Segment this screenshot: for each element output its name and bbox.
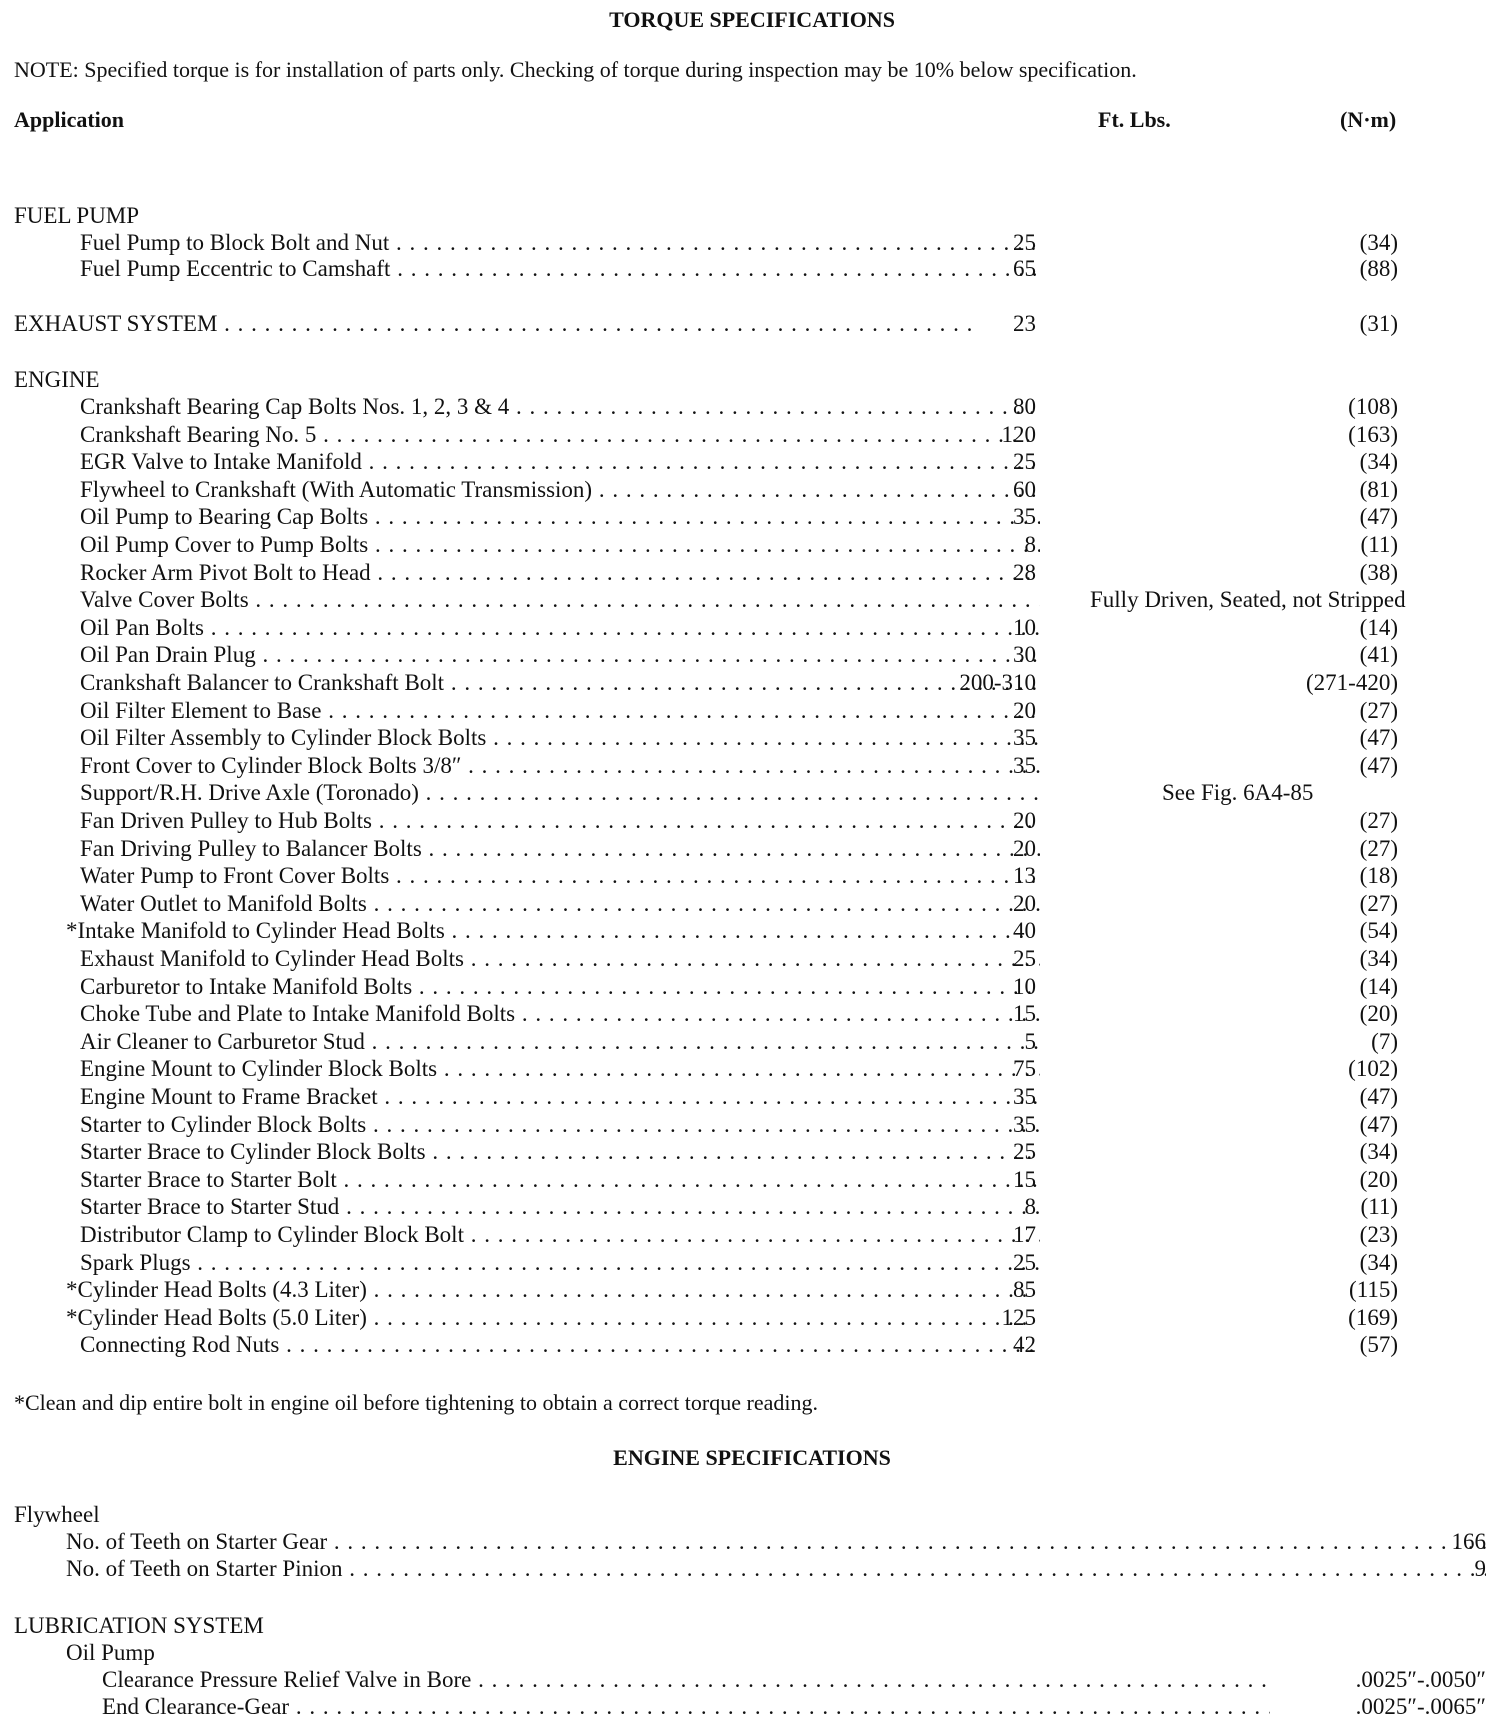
row-nm: (20): [1359, 1001, 1398, 1027]
row-label: EGR Valve to Intake Manifold . . .: [80, 448, 1040, 475]
table-row: [0, 835, 1504, 862]
torque-title: TORQUE SPECIFICATIONS: [609, 7, 895, 32]
table-row: [0, 503, 1504, 530]
spec-value: 9: [1474, 1556, 1486, 1581]
subsection-oil-pump: Oil Pump: [66, 1640, 155, 1665]
row-nm: (34): [1359, 1249, 1398, 1275]
row-nm: (57): [1359, 1332, 1398, 1358]
table-row: [0, 393, 1504, 420]
row-nm: (47): [1359, 752, 1398, 778]
row-ft-lbs: 20: [1013, 697, 1036, 723]
row-ft-lbs: 65: [1013, 256, 1036, 281]
row-ft-lbs: 13: [1013, 863, 1036, 889]
row-label: Oil Pump to Bearing Cap Bolts . . .: [80, 503, 1040, 530]
row-label: Distributor Clamp to Cylinder Block Bolt . . .: [80, 1221, 1040, 1248]
row-nm: (102): [1348, 1056, 1398, 1082]
row-ft-lbs: 17: [1013, 1222, 1036, 1247]
row-nm: (271-420): [1306, 670, 1398, 695]
table-row: [0, 448, 1504, 475]
row-note-value: Fully Driven, Seated, not Stripped: [1090, 587, 1406, 613]
row-label: Choke Tube and Plate to Intake Manifold Bolts . . .: [80, 1000, 1040, 1027]
row-nm: (27): [1359, 890, 1398, 916]
row-label: Water Pump to Front Cover Bolts . . .: [80, 862, 1040, 889]
row-label: Oil Pump Cover to Pump Bolts . . .: [80, 531, 1040, 558]
row-label: EXHAUST SYSTEM . . .: [14, 310, 974, 337]
row-ft-lbs: 25: [1013, 449, 1036, 475]
row-nm: (47): [1359, 504, 1398, 530]
row-nm: (23): [1359, 1222, 1398, 1247]
table-row: [0, 1111, 1504, 1138]
row-label: Connecting Rod Nuts . . .: [80, 1331, 1040, 1358]
torque-note: NOTE: Specified torque is for installation of parts only. Checking of torque during inspection may be 10% below specification.: [14, 57, 1137, 82]
table-row: [0, 641, 1504, 668]
row-ft-lbs: 35: [1013, 504, 1036, 530]
table-row: [0, 890, 1504, 917]
row-ft-lbs: 120: [1001, 421, 1036, 447]
table-row: [0, 1055, 1504, 1082]
spec-row: [0, 1528, 1504, 1555]
table-row: [0, 586, 1504, 613]
row-label: Water Outlet to Manifold Bolts . . .: [80, 890, 1040, 917]
spec-row: [0, 1555, 1504, 1582]
row-label: Fan Driven Pulley to Hub Bolts . . .: [80, 807, 1040, 834]
row-nm: (27): [1359, 697, 1398, 723]
table-row: [0, 1193, 1504, 1220]
row-label: *Intake Manifold to Cylinder Head Bolts . . .: [66, 917, 1026, 944]
row-label: *Cylinder Head Bolts (4.3 Liter) . . .: [66, 1276, 1026, 1303]
row-ft-lbs: 5: [1024, 1028, 1036, 1054]
row-label: Starter Brace to Cylinder Block Bolts . . .: [80, 1138, 1040, 1165]
row-ft-lbs: 8: [1024, 532, 1036, 557]
table-row: [0, 1138, 1504, 1165]
section-lubrication-system: LUBRICATION SYSTEM: [14, 1613, 264, 1638]
row-ft-lbs: 15: [1013, 1166, 1036, 1192]
row-ft-lbs: 10: [1013, 614, 1036, 640]
table-row: [0, 1249, 1504, 1276]
spec-label: No. of Teeth on Starter Gear . . .: [66, 1528, 1486, 1555]
row-exhaust-system: [0, 310, 1504, 337]
column-header-application: Application: [14, 107, 125, 132]
row-ft-lbs: 25: [1013, 946, 1036, 971]
row-nm: (27): [1359, 835, 1398, 861]
row-nm: (41): [1359, 642, 1398, 668]
row-ft-lbs: 10: [1013, 973, 1036, 999]
table-row: [0, 1304, 1504, 1331]
row-ft-lbs: 30: [1013, 642, 1036, 668]
row-ft-lbs: 8: [1024, 1194, 1036, 1220]
torque-footnote: *Clean and dip entire bolt in engine oil before tightening to obtain a correct torque reading.: [14, 1390, 818, 1415]
row-ft-lbs: 60: [1013, 476, 1036, 502]
row-nm: (34): [1359, 946, 1398, 971]
row-label: Fan Driving Pulley to Balancer Bolts . . .: [80, 835, 1040, 862]
table-row: [0, 1166, 1504, 1193]
row-nm: (163): [1348, 421, 1398, 447]
row-nm: (88): [1359, 256, 1398, 281]
row-ft-lbs: 85: [1013, 1277, 1036, 1303]
spec-label: No. of Teeth on Starter Pinion . . .: [66, 1555, 1486, 1582]
row-ft-lbs: 80: [1013, 394, 1036, 419]
row-ft-lbs: 35: [1013, 1111, 1036, 1137]
row-nm: (47): [1359, 1084, 1398, 1109]
row-label: Spark Plugs . . .: [80, 1249, 1040, 1276]
row-ft-lbs: 20: [1013, 890, 1036, 916]
row-nm: (27): [1359, 808, 1398, 833]
row-nm: (54): [1359, 918, 1398, 944]
table-row: [0, 1331, 1504, 1358]
row-nm: (81): [1359, 476, 1398, 502]
row-nm: (34): [1359, 449, 1398, 475]
row-label: Engine Mount to Frame Bracket . . .: [80, 1083, 1040, 1110]
table-row: [0, 229, 1504, 256]
row-label: Fuel Pump Eccentric to Camshaft . . .: [80, 255, 1040, 282]
row-ft-lbs: 75: [1013, 1056, 1036, 1082]
table-row: [0, 421, 1504, 448]
row-nm: (7): [1371, 1028, 1398, 1054]
row-label: Oil Filter Assembly to Cylinder Block Bolts . . .: [80, 724, 1040, 751]
table-row: [0, 779, 1504, 806]
row-nm: (34): [1359, 230, 1398, 255]
section-fuel-pump: FUEL PUMP: [14, 203, 140, 228]
row-ft-lbs: 35: [1013, 1084, 1036, 1109]
row-label: Oil Filter Element to Base . . .: [80, 697, 1040, 724]
row-label: Oil Pan Bolts . . .: [80, 614, 1040, 641]
row-label: Engine Mount to Cylinder Block Bolts . . .: [80, 1055, 1040, 1082]
row-label: Support/R.H. Drive Axle (Toronado) . . .: [80, 779, 1040, 806]
row-ft-lbs: 20: [1013, 808, 1036, 833]
table-row: [0, 669, 1504, 696]
table-row: [0, 1000, 1504, 1027]
row-nm: (11): [1360, 532, 1398, 557]
row-ft-lbs: 25: [1013, 1249, 1036, 1275]
row-nm: (14): [1359, 973, 1398, 999]
row-label: Starter to Cylinder Block Bolts . . .: [80, 1111, 1040, 1138]
row-label: Crankshaft Bearing Cap Bolts Nos. 1, 2, 3 & 4 . . .: [80, 393, 1040, 420]
row-nm: (47): [1359, 725, 1398, 751]
column-header-nm: (N·m): [1340, 107, 1397, 132]
row-nm: (31): [1359, 311, 1398, 336]
table-row: [0, 697, 1504, 724]
row-ft-lbs: 25: [1013, 1139, 1036, 1165]
table-row: [0, 614, 1504, 641]
row-label: Air Cleaner to Carburetor Stud . . .: [80, 1028, 1040, 1055]
table-row: [0, 1276, 1504, 1303]
spec-row: [0, 1693, 1504, 1720]
table-row: [0, 476, 1504, 503]
row-label: Valve Cover Bolts . . .: [80, 586, 1040, 613]
row-figure-reference: See Fig. 6A4-85: [1162, 780, 1314, 806]
table-row: [0, 255, 1504, 282]
row-label: *Cylinder Head Bolts (5.0 Liter) . . .: [66, 1304, 1026, 1331]
row-ft-lbs: 15: [1013, 1001, 1036, 1027]
row-nm: (20): [1359, 1166, 1398, 1192]
row-label: Starter Brace to Starter Stud . . .: [80, 1193, 1040, 1220]
row-label: Crankshaft Balancer to Crankshaft Bolt . . .: [80, 669, 1040, 696]
row-label: Flywheel to Crankshaft (With Automatic Transmission) . . .: [80, 476, 1040, 503]
spec-value: 166: [1451, 1529, 1486, 1554]
table-row: [0, 807, 1504, 834]
row-nm: (108): [1348, 394, 1398, 419]
table-row: [0, 945, 1504, 972]
row-ft-lbs: 35: [1013, 725, 1036, 751]
table-row: [0, 973, 1504, 1000]
row-ft-lbs: 125: [1001, 1304, 1036, 1330]
section-flywheel: Flywheel: [14, 1502, 100, 1527]
column-header-ft-lbs: Ft. Lbs.: [1098, 107, 1171, 132]
table-row: [0, 1028, 1504, 1055]
table-row: [0, 862, 1504, 889]
spec-row: [0, 1666, 1504, 1693]
engine-specs-title: ENGINE SPECIFICATIONS: [613, 1445, 891, 1470]
row-ft-lbs: 35: [1013, 752, 1036, 778]
row-nm: (14): [1359, 614, 1398, 640]
spec-value: .0025″-.0065″: [1355, 1694, 1486, 1719]
row-label: Starter Brace to Starter Bolt . . .: [80, 1166, 1040, 1193]
row-ft-lbs: 23: [1013, 311, 1036, 336]
row-nm: (18): [1359, 863, 1398, 889]
spec-label: Clearance Pressure Relief Valve in Bore . . .: [102, 1666, 1270, 1693]
table-row: [0, 1221, 1504, 1248]
row-ft-lbs: 28: [1013, 559, 1036, 585]
spec-label: End Clearance-Gear . . .: [102, 1693, 1270, 1720]
row-ft-lbs: 20: [1013, 835, 1036, 861]
row-ft-lbs: 42: [1013, 1332, 1036, 1358]
row-ft-lbs: 40: [1013, 918, 1036, 944]
row-label: Carburetor to Intake Manifold Bolts . . .: [80, 973, 1040, 1000]
row-label: Exhaust Manifold to Cylinder Head Bolts . . .: [80, 945, 1040, 972]
row-label: Crankshaft Bearing No. 5 . . .: [80, 421, 1040, 448]
table-row: [0, 559, 1504, 586]
row-label: Fuel Pump to Block Bolt and Nut . . .: [80, 229, 1040, 256]
row-nm: (38): [1359, 559, 1398, 585]
table-row: [0, 531, 1504, 558]
row-nm: (169): [1348, 1304, 1398, 1330]
row-nm: (34): [1359, 1139, 1398, 1165]
row-label: Rocker Arm Pivot Bolt to Head . . .: [80, 559, 1040, 586]
table-row: [0, 917, 1504, 944]
section-engine: ENGINE: [14, 367, 100, 392]
table-row: [0, 724, 1504, 751]
table-row: [0, 1083, 1504, 1110]
row-nm: (115): [1349, 1277, 1398, 1303]
row-nm: (47): [1359, 1111, 1398, 1137]
row-label: Front Cover to Cylinder Block Bolts 3/8″ . . .: [80, 752, 1040, 779]
table-row: [0, 752, 1504, 779]
row-ft-lbs: 200-310: [959, 670, 1036, 695]
row-nm: (11): [1360, 1194, 1398, 1220]
spec-value: .0025″-.0050″: [1355, 1667, 1486, 1692]
row-label: Oil Pan Drain Plug . . .: [80, 641, 1040, 668]
row-ft-lbs: 25: [1013, 230, 1036, 255]
